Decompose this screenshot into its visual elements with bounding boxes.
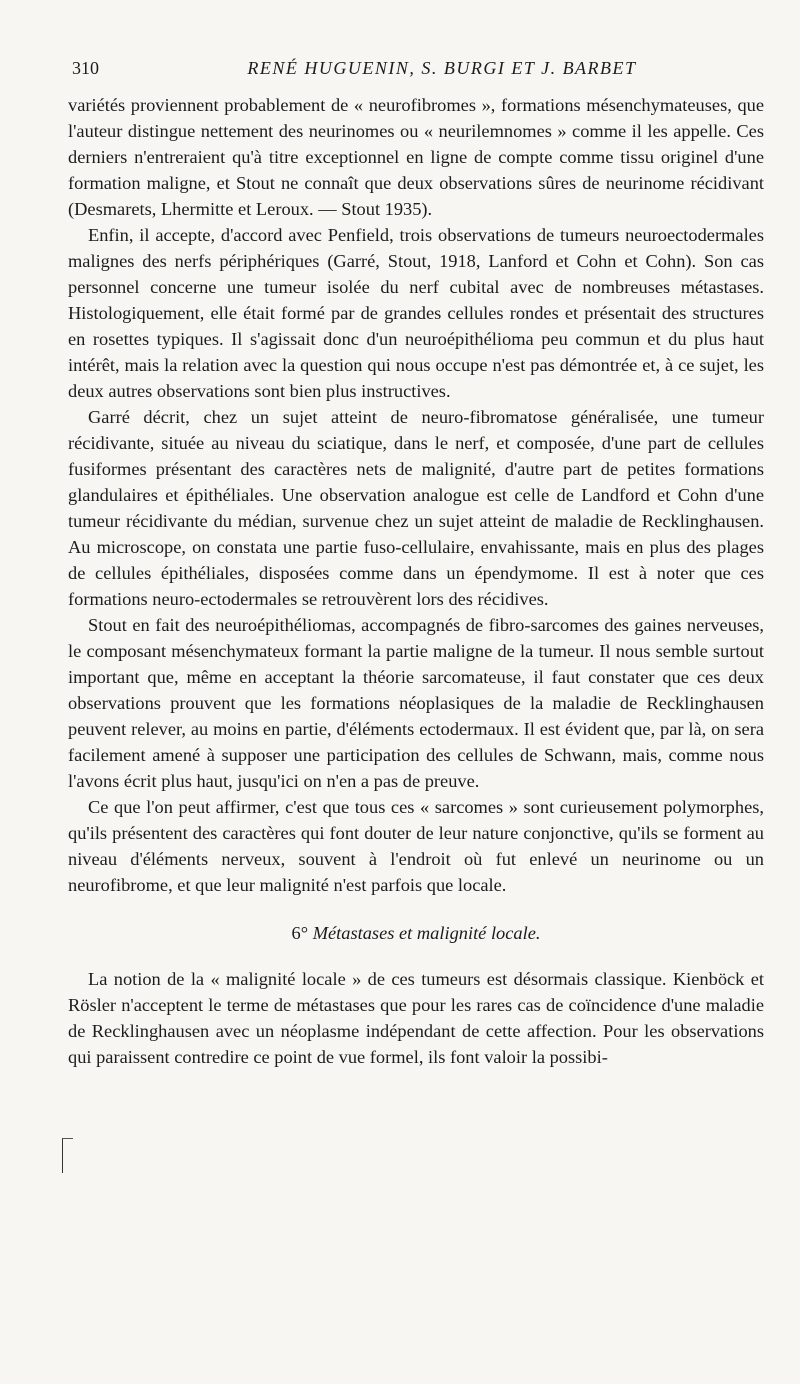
paragraph-5: Ce que l'on peut affirmer, c'est que tous ces « sarcomes » sont curieusement polymorphes, qu'ils présentent des caractères qui font douter de leur nature conjonctive, qu'ils se forment au niveau d'éléments nerveux, souvent à l'endroit où fut enlevé un neurinome ou un neurofibrome, et que leur malignité n'est parfois que locale. [68,797,764,895]
paragraph-1: variétés proviennent probablement de « neurofibromes », formations mésenchymateuses, que l'auteur distingue nettement des neurinomes ou « neurilemnomes » comme il les appelle. Ces derniers n'entreraient qu'à titre exceptionnel en ligne de compte comme tissu originel d'une formation maligne, et Stout ne connaît que deux observations sûres de neurinome récidivant (Desmarets, Lhermitte et Leroux. — Stout 1935). [68,95,764,219]
paragraph-6: La notion de la « malignité locale » de ces tumeurs est désormais classique. Kienböck et Rösler n'acceptent le terme de métastases que pour les rares cas de coïncidence d'une maladie de Recklinghausen avec un néoplasme indépendant de cette affection. Pour les observations qui paraissent contredire ce point de vue formel, ils font valoir la possibi- [68,969,764,1067]
paragraph-4: Stout en fait des neuroépithéliomas, accompagnés de fibro-sarcomes des gaines nerveuses, le composant mésenchymateux formant la partie maligne de la tumeur. Il nous semble surtout important que, même en acceptant la théorie sarcomateuse, il faut constater que ces deux observations prouvent que les formations néoplasiques de la maladie de Recklinghausen peuvent relever, au moins en partie, d'éléments ectodermaux. Il est évident que, par là, on sera facilement amené à supposer une participation des cellules de Schwann, mais, comme nous l'avons écrit plus haut, jusqu'ici on n'en a pas de preuve. [68,615,764,791]
margin-mark [62,1138,73,1173]
page-number: 310 [72,58,99,78]
section-heading [68,920,764,946]
running-head: RENÉ HUGUENIN, S. BURGI ET J. BARBET [247,58,637,78]
page-header [72,58,762,88]
paragraph-2: Enfin, il accepte, d'accord avec Penfield, trois observations de tumeurs neuroectodermales malignes des nerfs périphériques (Garré, Stout, 1918, Lanford et Cohn et Cohn). Son cas personnel concerne une tumeur isolée du nerf cubital avec de nombreuses métastases. Histologiquement, elle était formé par de grandes cellules rondes et présentait des structures en rosettes typiques. Il s'agissait donc d'un neuroépithélioma peu commun et du plus haut intérêt, mais la relation avec la question qui nous occupe n'est pas démontrée et, à ce sujet, les deux autres observations sont bien plus instructives. [68,225,764,401]
section-title: Métastases et malignité locale. [312,923,541,943]
section-number: 6° [291,923,309,943]
paragraph-3: Garré décrit, chez un sujet atteint de neuro-fibromatose généralisée, une tumeur récidivante, située au niveau du sciatique, dans le nerf, et composée, d'une part de cellules fusiformes présentant des caractères nets de malignité, d'autre part de petites formations glandulaires et épithéliales. Une observation analogue est celle de Landford et Cohn d'une tumeur récidivante du médian, survenue chez un sujet atteint de maladie de Recklinghausen. Au microscope, on constata une partie fuso-cellulaire, envahissante, mais en plus des plages de cellules épithéliales, disposées comme dans un épendymome. Il est à noter que ces formations neuro-ectodermales se retrouvèrent lors des récidives. [68,407,764,609]
body-text [68,92,764,1070]
